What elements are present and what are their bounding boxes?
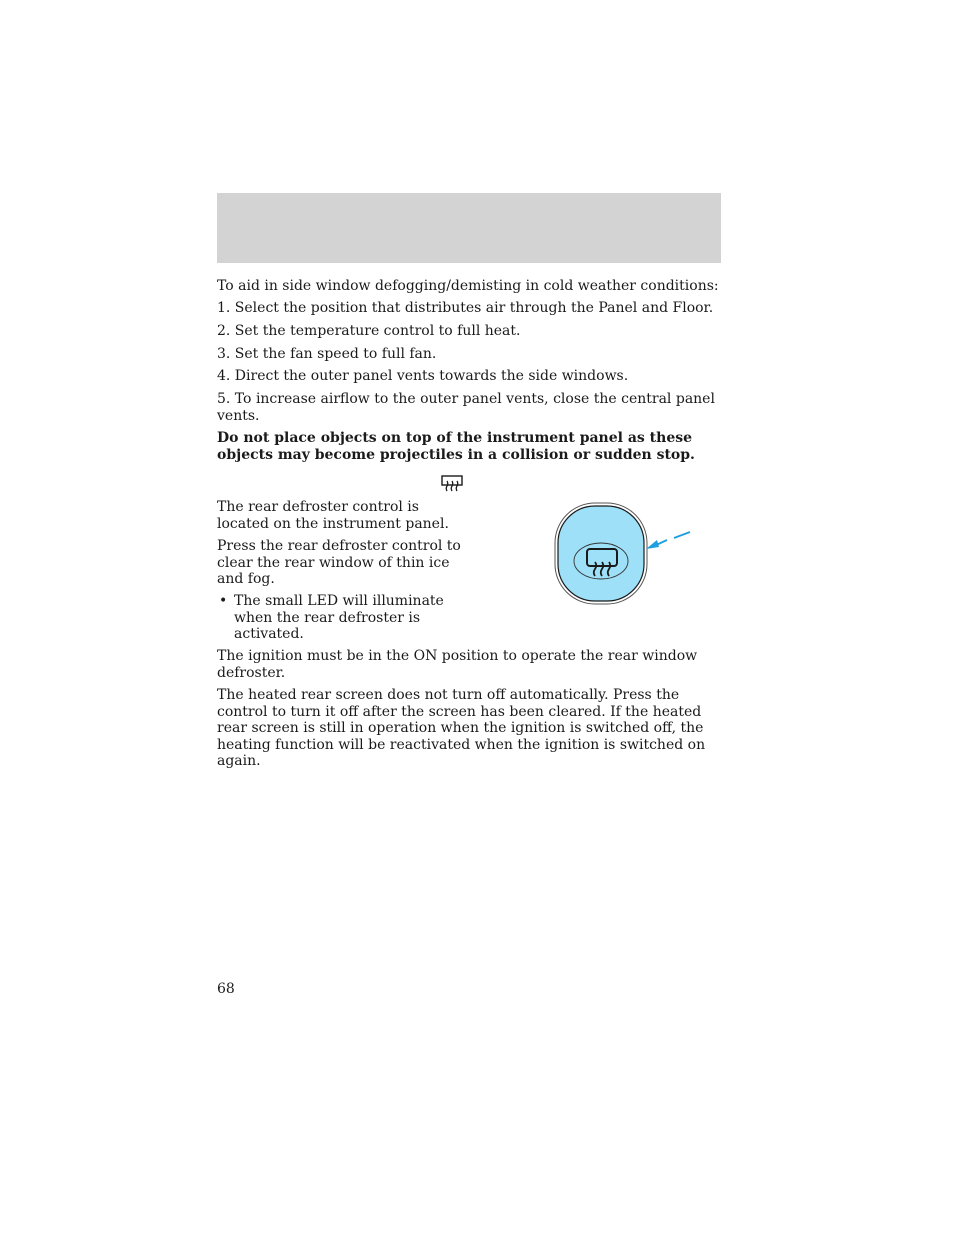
warning-text: Do not place objects on top of the instrument panel as these objects may become projectiles in a collision or sudden stop. — [217, 430, 695, 463]
page-number: 68 — [217, 981, 235, 997]
bullet-dot: • — [219, 593, 228, 609]
section-header-band — [217, 193, 721, 263]
step-5: 5. To increase airflow to the outer panel vents, close the central panel vents. — [217, 391, 715, 424]
ignition-note: The ignition must be in the ON position to operate the rear window defroster. — [217, 648, 698, 681]
step-4: 4. Direct the outer panel vents towards the side windows. — [217, 368, 629, 384]
step-2: 2. Set the temperature control to full heat. — [217, 323, 521, 339]
step-3: 3. Set the fan speed to full fan. — [217, 346, 437, 362]
defroster-location-text: The rear defroster control is located on the instrument panel. — [217, 499, 449, 532]
led-bullet-text: The small LED will illuminate when the rear defroster is activated. — [234, 593, 444, 642]
step-1: 1. Select the position that distributes air through the Panel and Floor. — [217, 300, 714, 316]
led-indicator-arrow — [646, 532, 690, 549]
rear-defroster-icon — [440, 474, 464, 494]
heated-screen-note: The heated rear screen does not turn off automatically. Press the control to turn it off after the screen has been cleared. If the heated rear screen is still in operation when the ignition is switched off, the heating function will be reactivated when the ignition is switched on again. — [217, 687, 706, 769]
intro-text: To aid in side window defogging/demisting in cold weather conditions: — [217, 278, 719, 294]
rear-defroster-button-illustration — [550, 500, 700, 610]
defroster-press-text: Press the rear defroster control to clear the rear window of thin ice and fog. — [217, 538, 461, 587]
